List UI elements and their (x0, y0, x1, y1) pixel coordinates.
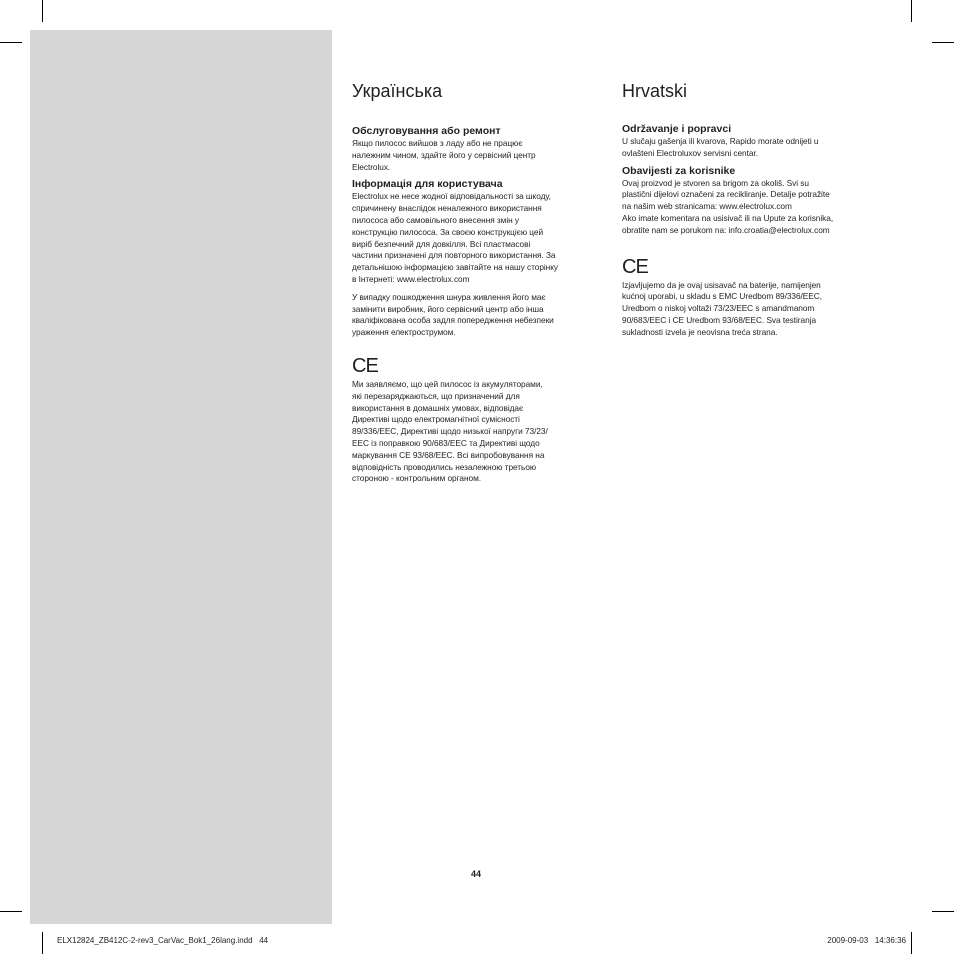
ukrainian-ce-text: Ми заявляємо, що цей пилосос із акумуляторами, які перезаряджаються, що призначений для використання в домашніх умовах, відповідає Директиві щодо електромагнітної сумісності 89/336/EEC, Директиві щодо низької напруги 73/23/ EEC із поправкою 90/683/EEC та Директиві щодо маркування CE 93/68/EEC. Всі випробовування на відповідність проводились незалежною третьою стороною - контрольним органом. (352, 378, 548, 484)
ukrainian-service-text: Якщо пилосос вийшов з ладу або не працює належним чином, здайте його у сервісний центр Electrolux. (352, 138, 536, 172)
ukrainian-column (352, 80, 602, 485)
ukrainian-service-heading: Обслуговування або ремонт (352, 125, 501, 137)
crop-mark-bottom-right-horizontal (932, 911, 954, 912)
croatian-title: Hrvatski (622, 81, 688, 101)
crop-mark-bottom-right-vertical (911, 932, 912, 954)
ukrainian-info-text: Electrolux не несе жодної відповідальності за шкоду, спричинену внаслідок неналежного використання пилососа або самовільного внесення змін у конструкцію пилососа. За своєю конструкцією цей виріб безпечний для довкілля. Всі пластмасові частини призначені для повторного використання. За детальнішою інформацією завітайте на нашу сторінку в Інтернеті: www.electrolux.com (352, 191, 558, 284)
crop-mark-top-left-vertical (42, 0, 43, 22)
crop-mark-bottom-left-vertical (42, 932, 43, 954)
ukrainian-cord-text: У випадку пошкодження шнура живлення його має замінити виробник, його сервісний центр або інша кваліфікована особа задля попередження небезпеки ураження електрострумом. (352, 291, 554, 338)
ukrainian-ce-mark-icon: CE (352, 354, 378, 377)
footer-file-name: ELX12824_ZB412C-2-rev3_CarVac_Bok1_26lang.indd 44 (57, 936, 269, 945)
croatian-service-text: U slučaju gašenja ili kvarova, Rapido morate odnijeti u ovlašteni Electroluxov servisni centar. (622, 136, 819, 158)
ukrainian-info-heading: Інформація для користувача (352, 178, 503, 191)
croatian-info-text: Ovaj proizvod je stvoren sa brigom za okoliš. Svi su plastični dijelovi označeni za recikliranje. Detalje potražite na našim web stranicama: www.electrolux.com Ako imate komentara na usisivač ili na Upute za korisnika, obratite nam se porukom na: info.croatia@electrolux.com (622, 177, 834, 235)
croatian-ce-text: Izjavljujemo da je ovaj usisavač na baterije, namijenjen kućnoj uporabi, u skladu s EMC Uredbom 89/336/EEC, Uredbom o niskoj voltaži 73/23/EEC s amandmanom 90/683/EEC i CE Uredbom 93/68/EEC. Sva testiranja sukladnosti izvela je neovisna treća strana. (622, 279, 822, 337)
croatian-service-heading: Održavanje i popravci (622, 123, 732, 135)
croatian-info-heading: Obavijesti za korisnike (622, 164, 736, 177)
crop-mark-top-right-horizontal (932, 42, 954, 43)
croatian-ce-mark-icon: CE (622, 255, 648, 278)
footer-timestamp: 2009-09-03 14:36:36 (827, 936, 906, 945)
ukrainian-title: Українська (352, 81, 443, 101)
croatian-column (622, 80, 872, 339)
page-number: 44 (471, 869, 482, 879)
crop-mark-top-right-vertical (911, 0, 912, 22)
gray-panel (30, 30, 332, 924)
crop-mark-top-left-horizontal (0, 42, 22, 43)
crop-mark-bottom-left-horizontal (0, 911, 22, 912)
